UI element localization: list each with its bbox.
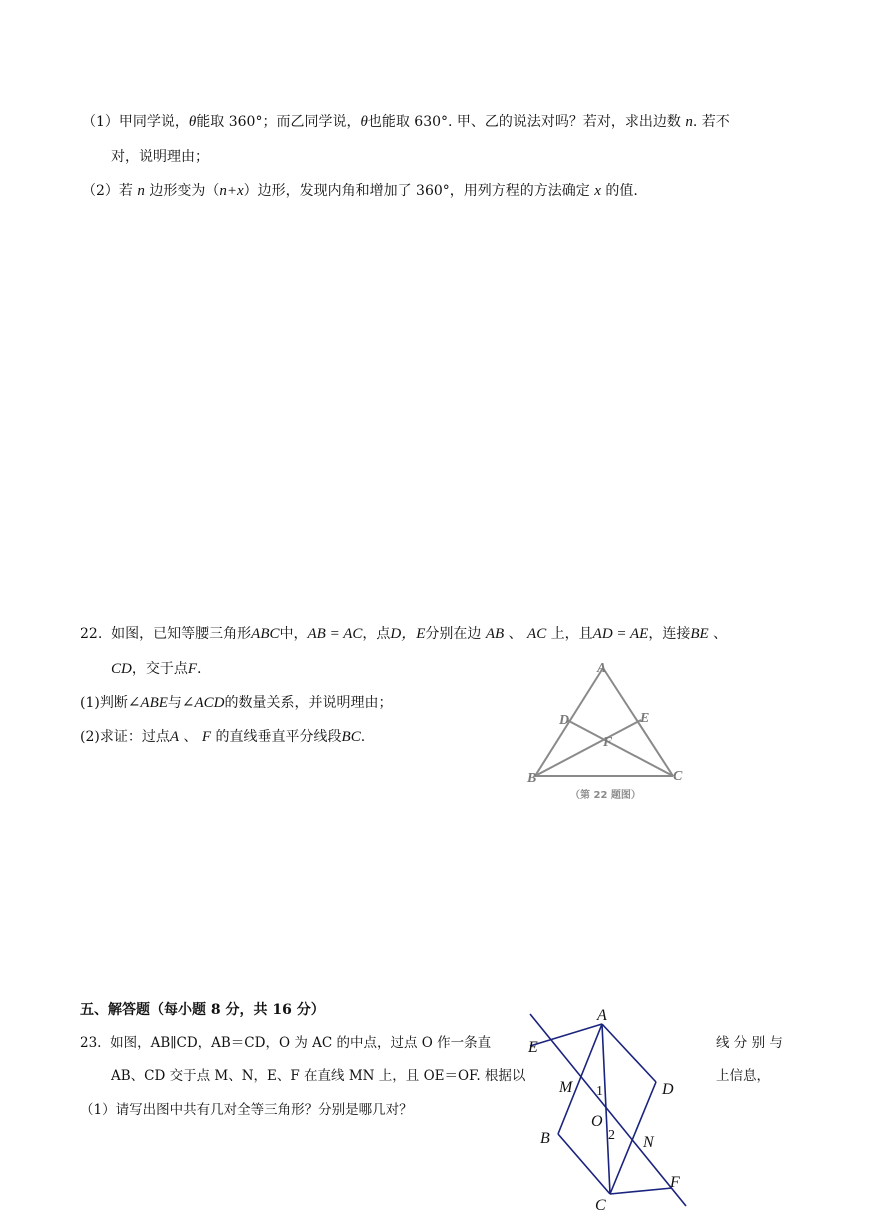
label-m: M [559,1079,573,1096]
segment-cd [567,720,673,776]
q22-text: ，连接 [648,626,691,642]
n-variable: n [685,114,693,130]
q22-line2 [111,659,201,679]
label-c: C [595,1197,606,1214]
q22-text: 、 [508,626,523,642]
q21-text: 能取 360°；而乙同学说， [196,114,361,130]
math: CD [111,661,132,677]
q22-text: . [360,729,366,745]
label-e: E [528,1039,538,1056]
math: AB [485,626,505,642]
label-a: A [597,661,607,676]
q23-text: 上信息， [716,1068,770,1084]
n-plus-x: n+x [219,183,244,199]
math: D，E [390,626,426,642]
q22-text: ，交于点 [131,661,188,677]
q23-text: （1）请写出图中共有几对全等三角形？分别是哪几对？ [80,1102,413,1118]
label-n: N [643,1134,654,1151]
label-o: O [591,1113,603,1130]
math: BC [341,729,361,745]
q23-part1 [80,1100,413,1120]
figure-23-parallelogram [520,1000,700,1222]
q22-line1 [80,624,727,644]
math: ∠ACD [181,695,225,711]
q22-part1 [80,693,392,713]
q22-text: 的直线垂直平分线段 [215,729,342,745]
question-number: 22. [80,626,103,642]
q23-line2-right [716,1066,770,1086]
label-e: E [640,711,650,726]
q21-text: 的值. [605,183,638,199]
q23-text: 线 分 别 与 [716,1035,783,1051]
label-d: D [662,1081,674,1098]
math: AB = AC [307,626,363,642]
label-c: C [673,769,683,784]
q23-line2 [111,1066,525,1086]
math: F [187,661,198,677]
section-5-title [80,1000,325,1020]
q22-text: ，点 [362,626,391,642]
label-b: B [540,1130,550,1147]
angle-1-label: 1 [596,1084,603,1099]
q22-text: (1)判断 [80,695,128,711]
q22-text: 如图，已知等腰三角形 [111,626,252,642]
q22-text: 、 [183,729,198,745]
question-number: 23. [80,1035,102,1051]
math: ABC [251,626,280,642]
math: A [169,729,180,745]
segment-ac [602,1024,610,1194]
q21-text: 对，说明理由； [111,149,209,165]
q23-line1-right [716,1033,783,1053]
angle-2-label: 2 [608,1128,615,1143]
q22-text: . [197,661,202,677]
segment-cf [610,1188,672,1194]
q21-text: （2）若 [82,183,133,199]
math: F [201,729,212,745]
math: AD = AE [592,626,649,642]
figure-22-caption: （第 22 题图） [570,790,641,801]
q22-text: 分别在边 [425,626,482,642]
x-variable: x [594,183,601,199]
q21-part1-line1 [82,112,730,132]
q22-text: 与 [167,695,182,711]
q22-text: 的数量关系，并说明理由； [224,695,393,711]
math: ∠ABE [127,695,168,711]
q22-text: 中， [279,626,308,642]
n-variable: n [137,183,145,199]
q23-line1 [80,1033,491,1053]
theta-symbol: θ [188,114,197,130]
segment-be [535,720,641,776]
q23-text: AB、CD 交于点 M、N，E、F 在直线 MN 上，且 OE＝OF. 根据以 [111,1068,526,1084]
label-f: F [603,735,613,750]
line-ef [530,1014,686,1206]
q22-part2 [80,727,365,747]
math: BE [690,626,709,642]
math: AC [527,626,547,642]
q22-text: 上，且 [550,626,593,642]
figure-22-triangle [525,658,700,806]
segment-ad [602,1024,656,1082]
q23-text: 如图，AB∥CD，AB＝CD，O 为 AC 的中点，过点 O 作一条直 [110,1035,492,1051]
q21-text: （1）甲同学说， [82,114,189,130]
q21-text: ）边形，发现内角和增加了 360°，用列方程的方法确定 [243,183,590,199]
q21-text: . 若不 [692,114,730,130]
theta-symbol: θ [360,114,368,130]
label-d: D [559,713,570,728]
q22-text: (2)求证：过点 [80,729,170,745]
q21-part2 [82,181,638,201]
q21-text: 边形变为（ [149,183,220,199]
q21-part1-line2 [111,147,209,167]
section-title-text: 五、解答题（每小题 8 分，共 16 分） [80,1002,325,1018]
label-a: A [597,1007,607,1024]
segment-bc [558,1134,610,1194]
q21-text: 也能取 630°. 甲、乙的说法对吗？若对，求出边数 [367,114,681,130]
label-f: F [670,1174,680,1191]
q22-text: 、 [713,626,728,642]
label-b: B [527,771,537,786]
